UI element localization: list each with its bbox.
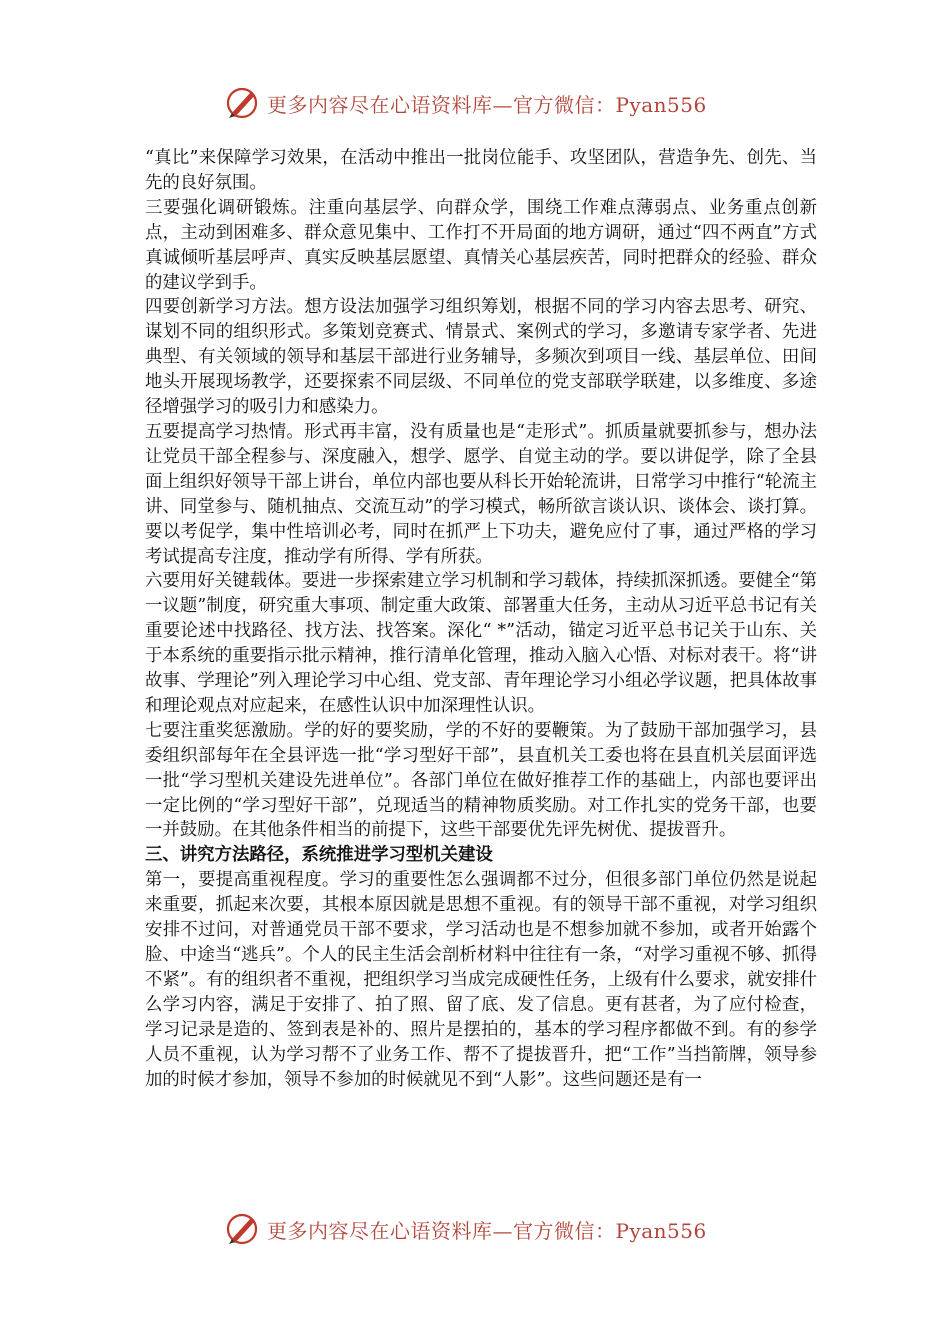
paragraph-2: 三要强化调研锻炼。注重向基层学、向群众学，围绕工作难点薄弱点、业务重点创新点，主动到困难多、群众意见集中、工作打不开局面的地方调研，通过“四不两直”方式真诚倾听基层呼声、真实反映基层愿望、真情关心基层疾苦，同时把群众的经验、群众的建议学到手。 xyxy=(145,197,817,293)
paragraph-3: 四要创新学习方法。想方设法加强学习组织筹划，根据不同的学习内容去思考、研究、谋划不同的组织形式。多策划竞赛式、情景式、案例式的学习，多邀请专家学者、先进典型、有关领域的领导和基层干部进行业务辅导，多频次到项目一线、基层单位、田间地头开展现场教学，还要探索不同层级、不同单位的党支部联学联建，以多维度、多途径增强学习的吸引力和感染力。 xyxy=(145,297,817,418)
paragraph-7: 第一，要提高重视程度。学习的重要性怎么强调都不过分，但很多部门单位仍然是说起来重要，抓起来次要，其根本原因就是思想不重视。有的领导干部不重视，对学习组织安排不过问，对普通党员干部不要求，学习活动也是不想参加就不参加，或者开始露个脸、中途当“逃兵”。个人的民主生活会剖析材料中往往有一条，“对学习重视不够、抓得不紧”。有的组织者不重视，把组织学习当成完成硬性任务，上级有什么要求，就安排什么学习内容，满足于安排了、拍了照、留了底、发了信息。更有甚者，为了应付检查，学习记录是造的、签到表是补的、照片是摆拍的，基本的学习程序都做不到。有的参学人员不重视，认为学习帮不了业务工作、帮不了提拔晋升，把“工作”当挡箭牌，领导参加的时候才参加，领导不参加的时候就见不到“人影”。这些问题还是有一 xyxy=(145,870,817,1090)
footer-watermark xyxy=(225,1212,745,1246)
paragraph-4: 五要提高学习热情。形式再丰富，没有质量也是“走形式”。抓质量就要抓参与，想办法让党员干部全程参与、深度融入，想学、愿学、自觉主动的学。要以讲促学，除了全县面上组织好领导干部上讲台，单位内部也要从科长开始轮流讲，日常学习中推行“轮流主讲、同堂参与、随机抽点、交流互动”的学习模式，畅所欲言谈认识、谈体会、谈打算。要以考促学，集中性培训必考，同时在抓严上下功夫，避免应付了事，通过严格的学习考试提高专注度，推动学有所得、学有所获。 xyxy=(145,421,817,567)
section-heading: 三、讲究方法路径，系统推进学习型机关建设 xyxy=(145,845,493,866)
paragraph-6: 七要注重奖惩激励。学的好的要奖励，学的不好的要鞭策。为了鼓励干部加强学习，县委组织部每年在全县评选一批“学习型好干部”，县直机关工委也将在县直机关层面评选一批“学习型机关建设先进单位”。各部门单位在做好推荐工作的基础上，内部也要评出一定比例的“学习型好干部”，兑现适当的精神物质奖励。对工作扎实的党务干部，也要一并鼓励。在其他条件相当的前提下，这些干部要优先评先树优、提拔晋升。 xyxy=(145,720,817,841)
pen-logo-icon xyxy=(225,1212,261,1246)
paragraph-1: “真比”来保障学习效果，在活动中推出一批岗位能手、攻坚团队，营造争先、创先、当先的良好氛围。 xyxy=(145,148,817,193)
pen-logo-icon xyxy=(225,86,261,120)
header-watermark xyxy=(225,86,745,120)
document-body xyxy=(145,146,817,1092)
paragraph-5: 六要用好关键载体。要进一步探索建立学习机制和学习载体，持续抓深抓透。要健全“第一议题”制度，研究重大事项、制定重大政策、部署重大任务，主动从习近平总书记有关重要论述中找路径、找方法、找答案。深化“ *”活动，锚定习近平总书记关于山东、关于本系统的重要指示批示精神，推行清单化管理，推动入脑入心悟、对标对表干。将“讲故事、学理论”列入理论学习中心组、党支部、青年理论学习小组必学议题，把具体故事和理论观点对应起来，在感性认识中加深理性认识。 xyxy=(145,571,817,716)
banner-text: 更多内容尽在心语资料库—官方微信：Pyan556 xyxy=(267,1218,707,1243)
banner-text: 更多内容尽在心语资料库—官方微信：Pyan556 xyxy=(267,92,707,117)
